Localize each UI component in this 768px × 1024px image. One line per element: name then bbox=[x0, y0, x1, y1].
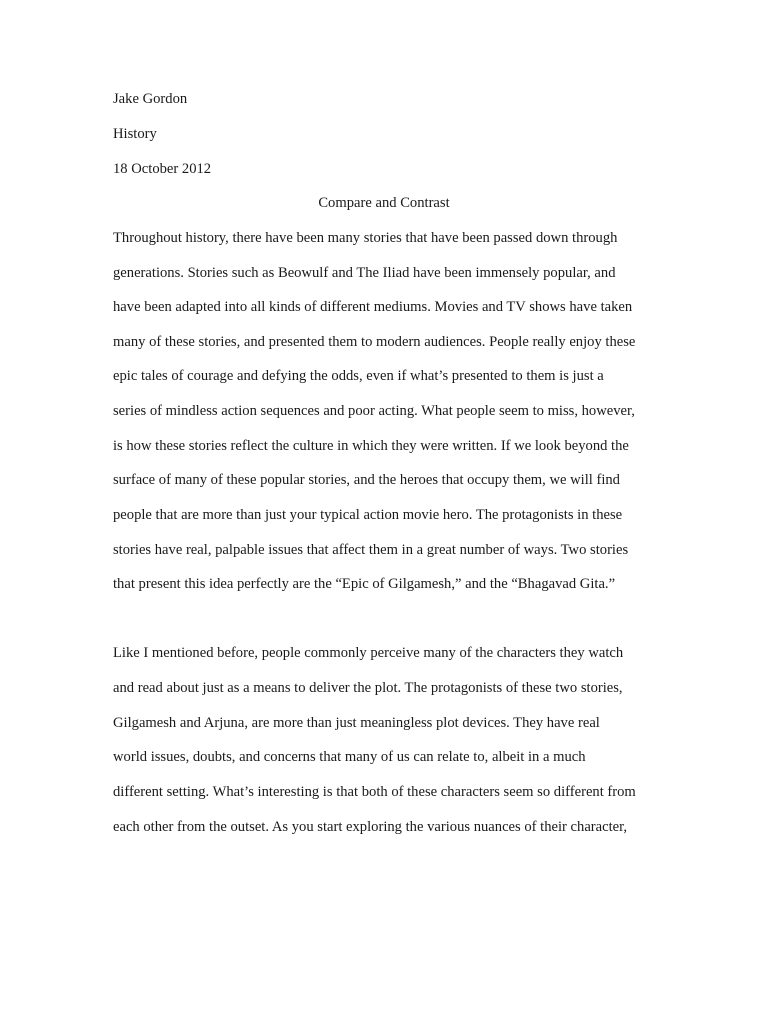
paragraph-line: Throughout history, there have been many stories that have been passed down through bbox=[113, 230, 618, 246]
document-date: 18 October 2012 bbox=[113, 161, 212, 177]
paragraph-line: people that are more than just your typical action movie hero. The protagonists in these bbox=[113, 507, 623, 523]
paragraph-line: each other from the outset. As you start exploring the various nuances of their character, bbox=[113, 819, 628, 835]
paragraph-line: is how these stories reflect the culture in which they were written. If we look beyond the bbox=[113, 438, 629, 454]
paragraph-line: different setting. What’s interesting is that both of these characters seem so different from bbox=[113, 784, 636, 800]
paragraph-line: and read about just as a means to deliver the plot. The protagonists of these two stories, bbox=[113, 680, 623, 696]
paragraph-line: series of mindless action sequences and poor acting. What people seem to miss, however, bbox=[113, 403, 635, 419]
paragraph-line: have been adapted into all kinds of different mediums. Movies and TV shows have taken bbox=[113, 299, 633, 315]
paragraph-line: epic tales of courage and defying the odds, even if what’s presented to them is just a bbox=[113, 368, 604, 384]
course-name: History bbox=[113, 126, 157, 142]
paragraph-line: stories have real, palpable issues that affect them in a great number of ways. Two stories bbox=[113, 542, 629, 558]
paragraph-line: many of these stories, and presented them to modern audiences. People really enjoy these bbox=[113, 334, 636, 350]
paragraph-line: surface of many of these popular stories, and the heroes that occupy them, we will find bbox=[113, 472, 620, 488]
paragraph-line: Gilgamesh and Arjuna, are more than just meaningless plot devices. They have real bbox=[113, 715, 600, 731]
paragraph-line: that present this idea perfectly are the “Epic of Gilgamesh,” and the “Bhagavad Gita.” bbox=[113, 576, 616, 592]
essay-title: Compare and Contrast bbox=[318, 195, 450, 211]
paragraph-line: Like I mentioned before, people commonly perceive many of the characters they watch bbox=[113, 645, 624, 661]
paragraph-line: world issues, doubts, and concerns that many of us can relate to, albeit in a much bbox=[113, 749, 586, 765]
paragraph-line: generations. Stories such as Beowulf and The Iliad have been immensely popular, and bbox=[113, 265, 616, 281]
author-name: Jake Gordon bbox=[113, 91, 188, 107]
